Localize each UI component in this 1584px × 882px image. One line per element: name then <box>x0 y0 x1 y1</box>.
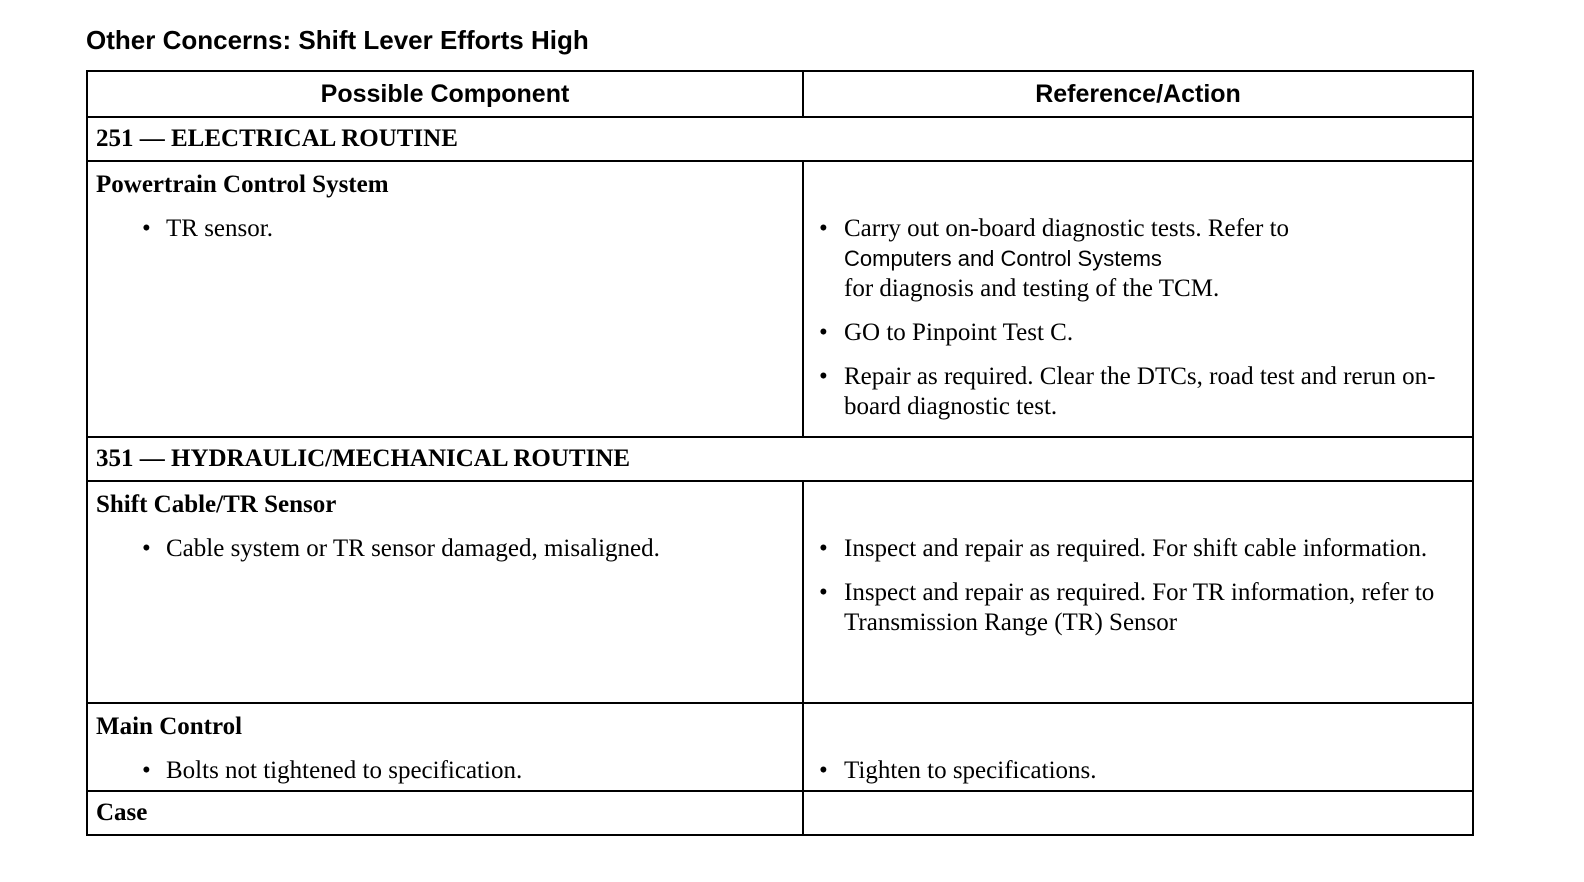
action-cell <box>803 481 1473 703</box>
routine-row <box>87 117 1473 161</box>
action-list <box>804 162 1472 422</box>
cause-item: • Bolts not tightened to specification. <box>88 756 802 786</box>
cause-list <box>88 214 802 244</box>
action-text: Carry out on-board diagnostic tests. Refer to <box>844 215 1290 242</box>
action-item <box>804 214 1472 304</box>
action-cell <box>803 703 1473 791</box>
table-header-row <box>87 71 1473 117</box>
cause-item: • Cable system or TR sensor damaged, misaligned. <box>88 534 802 564</box>
routine-heading-electrical: 251 — ELECTRICAL ROUTINE <box>87 117 1473 161</box>
component-cell <box>87 161 803 437</box>
action-list <box>804 482 1472 638</box>
cause-list <box>88 534 802 564</box>
component-name: Shift Cable/TR Sensor <box>96 491 337 518</box>
routine-row <box>87 437 1473 481</box>
action-text: for diagnosis and testing of the TCM. <box>844 275 1220 302</box>
action-list <box>804 704 1472 786</box>
component-cell <box>87 791 803 835</box>
header-possible-component: Possible Component <box>87 71 803 117</box>
table-row <box>87 703 1473 791</box>
action-item: • Tighten to specifications. <box>804 756 1472 786</box>
component-name: Case <box>96 799 148 826</box>
component-name: Main Control <box>96 713 243 740</box>
table-row <box>87 481 1473 703</box>
table-row <box>87 161 1473 437</box>
reference-link[interactable]: Computers and Control Systems <box>844 246 1162 271</box>
action-item: • Inspect and repair as required. For shift cable information. <box>804 534 1472 564</box>
header-reference-action: Reference/Action <box>803 71 1473 117</box>
component-cell <box>87 481 803 703</box>
cause-list <box>88 756 802 786</box>
action-item: • GO to Pinpoint Test C. <box>804 318 1472 348</box>
routine-heading-hydraulic: 351 — HYDRAULIC/MECHANICAL ROUTINE <box>87 437 1473 481</box>
component-name: Powertrain Control System <box>96 171 389 198</box>
action-cell <box>803 161 1473 437</box>
action-cell <box>803 791 1473 835</box>
cause-item: • TR sensor. <box>88 214 802 244</box>
action-item: • Inspect and repair as required. For TR information, refer to Transmission Range (TR) Sensor <box>804 578 1472 638</box>
component-cell <box>87 703 803 791</box>
table-row <box>87 791 1473 835</box>
page-title: Other Concerns: Shift Lever Efforts High <box>86 25 589 55</box>
diagnosis-table <box>86 70 1474 836</box>
action-item: • Repair as required. Clear the DTCs, road test and rerun on-board diagnostic test. <box>804 362 1472 422</box>
